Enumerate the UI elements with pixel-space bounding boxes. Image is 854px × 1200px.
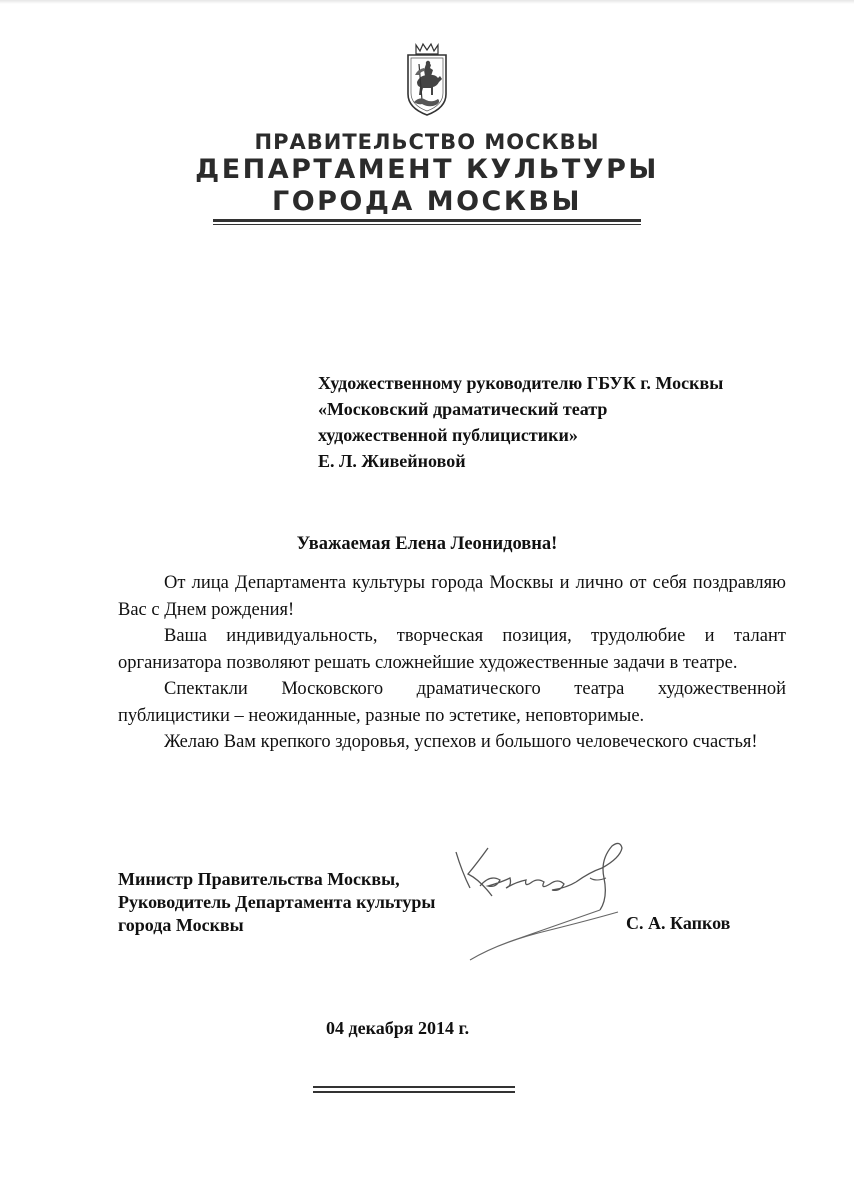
handwritten-signature bbox=[440, 838, 640, 968]
signer-name: С. А. Капков bbox=[626, 913, 731, 933]
body-paragraph: Спектакли Московского драматического театра художественной публицистики – неожиданные, разные по эстетике, неповторимые. bbox=[118, 679, 786, 726]
department-name-line2: ГОРОДА МОСКВЫ bbox=[271, 186, 582, 217]
scan-edge bbox=[0, 0, 854, 4]
salutation: Уважаемая Елена Леонидовна! bbox=[296, 534, 558, 554]
department-name-line1: ДЕПАРТАМЕНТ КУЛЬТУРЫ bbox=[195, 154, 659, 185]
body-paragraph: Ваша индивидуальность, творческая позиция, трудолюбие и талант организатора позволяют решать сложнейшие художественные задачи в театре. bbox=[118, 626, 786, 673]
government-name: ПРАВИТЕЛЬСТВО МОСКВЫ bbox=[254, 130, 600, 154]
signatory-title-line: Руководитель Департамента культуры bbox=[118, 892, 436, 912]
letterhead-divider-thick bbox=[213, 219, 641, 222]
addressee-line: Е. Л. Живейновой bbox=[318, 451, 466, 471]
letter-body bbox=[118, 570, 786, 756]
signatory-title-line: Министр Правительства Москвы, bbox=[118, 869, 400, 889]
addressee-line: «Московский драматический театр bbox=[318, 399, 608, 419]
moscow-coat-of-arms-icon bbox=[386, 42, 468, 118]
body-paragraph: Желаю Вам крепкого здоровья, успехов и большого человеческого счастья! bbox=[164, 732, 758, 752]
footer-divider bbox=[313, 1086, 515, 1088]
footer-divider bbox=[313, 1091, 515, 1093]
letterhead-divider-thin bbox=[213, 224, 641, 225]
addressee-line: художественной публицистики» bbox=[318, 425, 578, 445]
letter-date: 04 декабря 2014 г. bbox=[326, 1018, 470, 1038]
addressee-block bbox=[318, 370, 818, 474]
addressee-line: Художественному руководителю ГБУК г. Москвы bbox=[318, 373, 724, 393]
body-paragraph: От лица Департамента культуры города Москвы и лично от себя поздравляю Вас с Днем рождения! bbox=[118, 573, 786, 620]
signatory-title-line: города Москвы bbox=[118, 915, 244, 935]
